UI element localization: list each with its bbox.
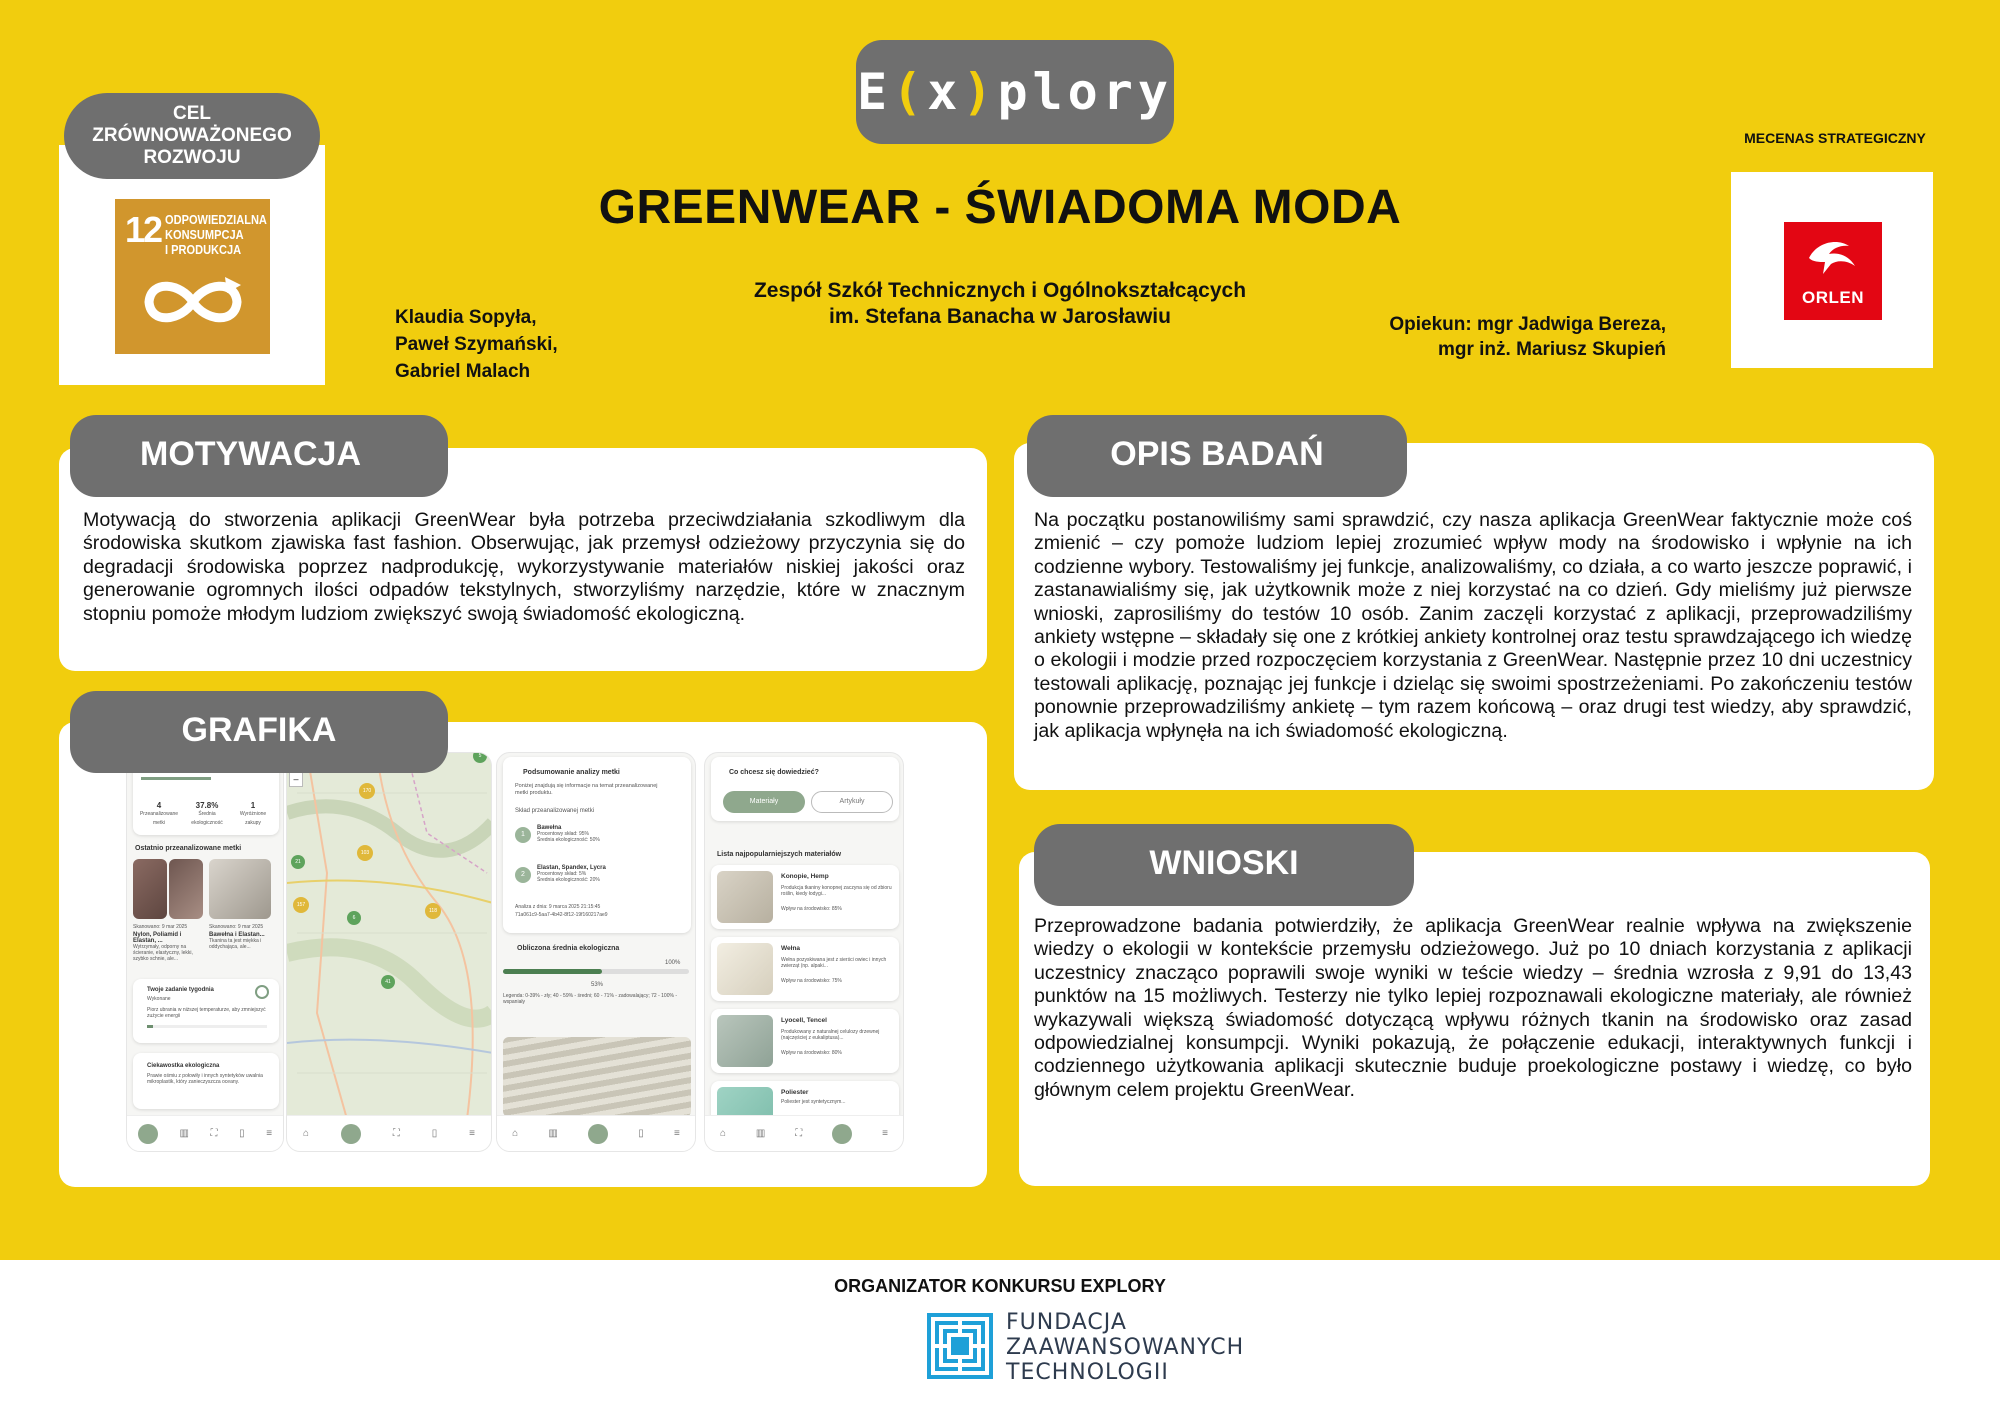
map-marker[interactable]: 170 <box>359 783 375 799</box>
graphics-heading: GRAFIKA <box>70 691 448 773</box>
material-card[interactable]: Poliester Poliester jest syntetycznym... <box>711 1081 899 1145</box>
scan-icon[interactable]: ⛶ <box>210 1128 218 1139</box>
menu-icon[interactable]: ≡ <box>469 1128 475 1139</box>
map-marker[interactable]: 103 <box>357 845 373 861</box>
map-marker[interactable]: 118 <box>425 903 441 919</box>
screen-analysis: Podsumowanie analizy metki Poniżej znajdują się informacje na temat przeanalizowanej metki produktu. Skład przeanalizowanej metki 1 Bawełna Procentowy skład: 95% Średnia ekologiczność: 50% 2 Elastan, Spandex, Lycra Procentowy skład: 5% Średnia ekologiczność: 20% Analiza z dnia: 9 marca 2025 21:15:45 71a061c9-5aa7-4b42-8f12-19f160217ae9 Obliczona średnia ekologiczna 100% 53% Legenda: 0-39% - zły; 40 - 59% - średni; 60 - 71% - zadowalający; 72 - 100% - wspaniały ⌂ ▥ ▯ ≡ <box>496 752 696 1152</box>
stats-progress <box>141 777 211 780</box>
eco-score-fill <box>503 969 602 974</box>
explory-logo: E ( x ) plory <box>856 40 1174 144</box>
weekly-goal-card: Twoje zadanie tygodnia Wykonane Piorz ubrania w niższej temperaturze, aby zmniejszyć zużycie energii <box>133 979 279 1043</box>
home-icon[interactable]: ⌂ <box>719 1128 726 1139</box>
summary-card: Podsumowanie analizy metki Poniżej znajdują się informacje na temat przeanalizowanej metki produktu. Skład przeanalizowanej metki 1 Bawełna Procentowy skład: 95% Średnia ekologiczność: 50% 2 Elastan, Spandex, Lycra Procentowy skład: 5% Średnia ekologiczność: 20% Analiza z dnia: 9 marca 2025 21:15:45 71a061c9-5aa7-4b42-8f12-19f160217ae9 <box>503 757 691 933</box>
bottom-nav[interactable] <box>127 1115 283 1151</box>
bookmark-icon[interactable]: ▯ <box>638 1128 644 1139</box>
scan-icon[interactable]: ⛶ <box>795 1128 803 1139</box>
map-marker[interactable]: 6 <box>347 911 361 925</box>
label-photo <box>503 1037 691 1117</box>
home-icon[interactable]: ⌂ <box>302 1128 309 1139</box>
material-card[interactable]: Konopie, Hemp Produkcja tkaniny konopnej zaczyna się od zbioru roślin, kiedy łodygi... Wpływ na środowisko: 85% <box>711 865 899 929</box>
map-marker[interactable]: 21 <box>291 855 305 869</box>
research-text: Na początku postanowiliśmy sami sprawdzić, czy nasza aplikacja GreenWear faktycznie może coś zmienić – czy pomoże ludziom lepiej zrozumieć wpływ mody na środowisko i wpłynie na ich codzienne wybory. Testowaliśmy jej funkcje, analizowaliśmy, co działa, a co warto jeszcze poprawić, i zastanawialiśmy się, jak użytkownik może z niej korzystać na co dzień. Gdy mieliśmy już pierwsze wnioski, zaprosiliśmy do testów 10 osób. Zanim zaczęli korzystać z aplikacji, przeprowadziliśmy ankiety wstępne – składały się one z krótkiej ankiety kontrolnej oraz testu sprawdzającego ich wiedzę o ekologii i modzie przed rozpoczęciem korzystania z GreenWear. Następnie przez 10 dni uczestnicy testowali aplikację, poznając jej funkcje i dzieląc się swoimi spostrzeżeniami. Po zakończeniu testów ponownie przeprowadziliśmy ankietę – tym razem końcową – oraz drugi test wiedzy, aby sprawdzić, jak aplikacja wpłynęła na ich świadomość ekologiczną. <box>1034 509 1912 742</box>
material-photo <box>717 1015 773 1067</box>
fabric-photo-3 <box>209 859 271 919</box>
menu-icon[interactable]: ≡ <box>674 1128 680 1139</box>
eco-score-bar <box>503 969 689 974</box>
menu-icon[interactable]: ≡ <box>266 1128 273 1139</box>
screen-materials <box>704 752 904 1152</box>
goal-check-icon <box>255 985 269 999</box>
eco-score-value: 53% <box>591 982 604 988</box>
app-screenshots <box>126 752 912 1152</box>
screen-map <box>286 752 492 1152</box>
map-marker[interactable]: 157 <box>293 897 309 913</box>
bookmark-icon[interactable] <box>832 1124 852 1144</box>
material-photo <box>717 943 773 995</box>
goal-progress-track <box>147 1025 267 1028</box>
map-marker[interactable]: 5 <box>473 752 487 763</box>
material-photo <box>717 871 773 923</box>
school-name: Zespół Szkół Technicznych i Ogólnokształcących im. Stefana Banacha w Jarosławiu <box>753 279 1247 328</box>
motivation-heading: MOTYWACJA <box>70 415 448 497</box>
authors: Klaudia Sopyła, Paweł Szymański, Gabriel Malach <box>395 307 558 382</box>
bookmark-icon[interactable]: ▯ <box>431 1128 438 1139</box>
topic-card: Co chcesz się dowiedzieć? Materiały Artykuły <box>711 757 899 821</box>
bottom-nav[interactable] <box>287 1115 491 1151</box>
organizer-label: ORGANIZATOR KONKURSU EXPLORY <box>834 1276 1166 1296</box>
patron-label: MECENAS STRATEGICZNY <box>1744 130 1926 146</box>
map-icon[interactable] <box>341 1124 361 1144</box>
fabric-photo-1 <box>133 859 167 919</box>
eco-score-title: Obliczona średnia ekologiczna <box>517 945 620 952</box>
fzt-name: FUNDACJA ZAAWANSOWANYCH TECHNOLOGII <box>1006 1310 1245 1385</box>
stats-card: 4 Przeanalizowane metki 37.8% Średnia ekologiczność 1 Wyróżnione zakupy <box>133 757 279 835</box>
material-index-badge: 2 <box>515 867 531 883</box>
menu-icon[interactable]: ≡ <box>882 1128 888 1139</box>
goal-progress-fill <box>147 1025 153 1028</box>
screen-dashboard: 4 Przeanalizowane metki 37.8% Średnia ekologiczność 1 Wyróżnione zakupy Ostatnio przeanalizowane metki Skanowano: 9 mar 2025 Nylon, Poliamid i Elastan, ... Wytrzymały, odporny na ścieranie, elastyczny, lekki, szybko schnie, ale... Skanowano: 9 mar 2025 Bawełna i Elastan... Tkanina ta jest miękka i oddychająca, ale... Twoje zadanie tygodnia Wykonane Piorz ubrania w niższej temperaturze, aby zmniejszyć zużycie energii Ciekawostka ekologiczna Prawie ośmiu z połowiły i innych syntetyków uwalnia mikroplastik, który zanieczyszcza oceany. ▥ ⛶ ▯ ≡ <box>126 752 284 1152</box>
recent-heading: Ostatnio przeanalizowane metki <box>135 845 242 852</box>
map-marker[interactable]: 41 <box>381 975 395 989</box>
infinity-icon <box>137 269 249 335</box>
map-icon[interactable]: ▥ <box>755 1128 766 1139</box>
home-icon[interactable]: ⌂ <box>512 1128 519 1139</box>
home-icon[interactable] <box>138 1124 158 1144</box>
orlen-eagle-icon <box>1803 236 1863 276</box>
material-index-badge: 1 <box>515 827 531 843</box>
tab-materials[interactable]: Materiały <box>723 791 805 813</box>
motivation-text: Motywacją do stworzenia aplikacji GreenWear była potrzeba przeciwdziałania szkodliwym dla środowiska skutkom zjawiska fast fashion. Obserwując, jak przemysł odzieżowy przyczynia się do degradacji środowiska poprzez nadprodukcję, wykorzystywanie materiałów niskiej jakości oraz generowanie ogromnych ilości odpadów tekstylnych, stworzyliśmy narzędzie, które w znacznym stopniu pomoże młodym ludziom zwiększyć swoją świadomość ekologiczną. <box>83 509 965 625</box>
material-card[interactable]: Lyocell, Tencel Produkowany z naturalnej celulozy drzewnej (najczęściej z eukaliptusa)... Wpływ na środowisko: 80% <box>711 1009 899 1073</box>
sdg-label: CEL ZRÓWNOWAŻONEGO ROZWOJU <box>64 93 320 179</box>
map-icon[interactable]: ▥ <box>179 1128 189 1139</box>
conclusions-heading: WNIOSKI <box>1034 824 1414 906</box>
zoom-out-button[interactable]: – <box>293 774 299 784</box>
supervisors: Opiekun: mgr Jadwiga Bereza, mgr inż. Mariusz Skupień <box>1389 314 1666 360</box>
eco-legend: Legenda: 0-39% - zły; 40 - 59% - średni; 60 - 71% - zadowalający; 72 - 100% - wspaniały <box>503 993 677 1005</box>
sdg-12-tile: 12 ODPOWIEDZIALNA KONSUMPCJA I PRODUKCJA <box>115 199 270 354</box>
tab-articles[interactable]: Artykuły <box>811 791 893 813</box>
bottom-nav[interactable] <box>705 1115 903 1151</box>
bottom-nav[interactable] <box>497 1115 695 1151</box>
fzt-logo-icon <box>927 1313 993 1379</box>
materials-list-title: Lista najpopularniejszych materiałów <box>717 851 842 858</box>
conclusions-text: Przeprowadzone badania potwierdziły, że aplikacja GreenWear realnie wpływa na zwiększenie wiedzy o ekologii w kontekście przemysłu odzieżowego. Już po 10 dniach korzystania z aplikacji uczestnicy znacząco poprawili swoje wyniki w teście wiedzy – średnia wzrosła z 9,91 do 13,43 punktów na 15 możliwych. Testerzy nie tylko lepiej rozpoznawali ekologiczne materiały, ale również wykazywali większą świadomość dotyczącą wpływu różnych tkanin na środowisko oraz zasad odpowiedzialnej konsumpcji. Wyniki pokazują, że połączenie edukacji, interaktywnych funkcji i codziennego użytkowania aplikacji skutecznie buduje proekologiczne postawy i wiedzę, co było głównym celem projektu GreenWear. <box>1034 915 1912 1101</box>
scan-icon[interactable] <box>588 1124 608 1144</box>
map-background <box>287 753 492 1119</box>
poster-title: GREENWEAR - ŚWIADOMA MODA <box>598 181 1402 234</box>
map-icon[interactable]: ▥ <box>548 1128 558 1139</box>
orlen-logo: ORLEN <box>1784 222 1882 320</box>
research-heading: OPIS BADAŃ <box>1027 415 1407 497</box>
eco-tip-card: Ciekawostka ekologiczna Prawie ośmiu z połowiły i innych syntetyków uwalnia mikroplastik, który zanieczyszcza oceany. <box>133 1053 279 1109</box>
bookmark-icon[interactable]: ▯ <box>239 1128 245 1139</box>
fabric-photo-2 <box>169 859 203 919</box>
scan-icon[interactable]: ⛶ <box>392 1128 400 1139</box>
material-card[interactable]: Wełna Wełna pozyskiwana jest z sierści owiec i innych zwierząt (np. alpaki... Wpływ na środowisko: 75% <box>711 937 899 1001</box>
